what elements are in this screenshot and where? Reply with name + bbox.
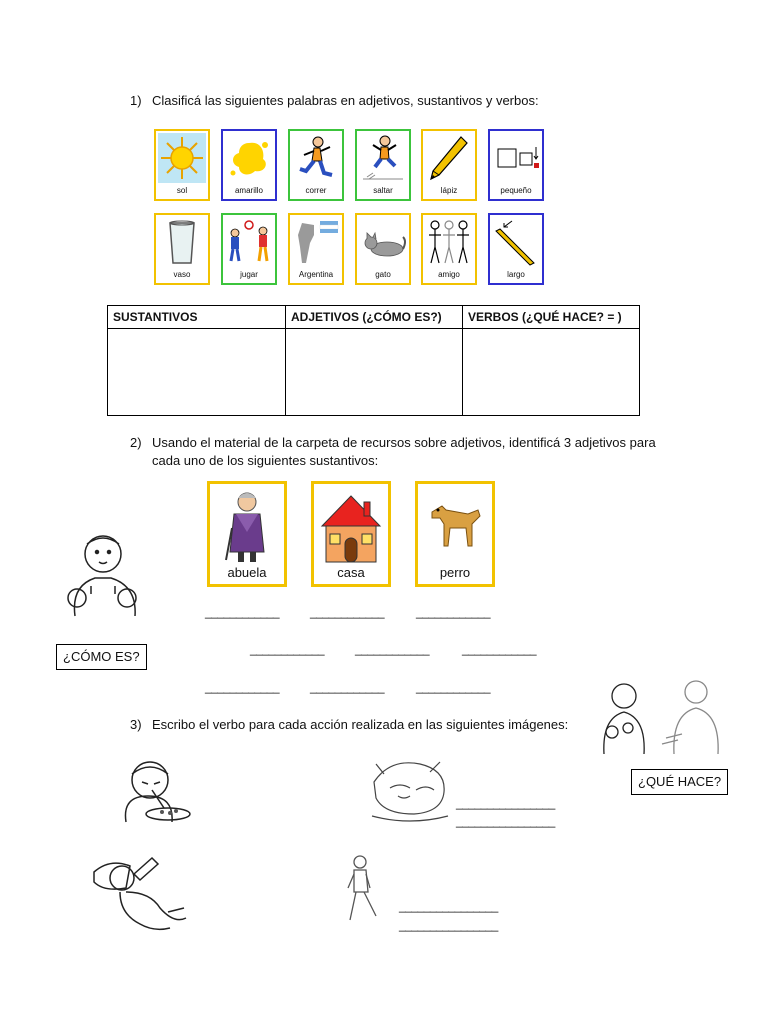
card-label: saltar <box>373 186 393 195</box>
card-abuela <box>207 481 287 587</box>
card-largo <box>488 213 544 285</box>
answer-blank-dog-sleeping-1[interactable]: ________________ <box>456 796 555 810</box>
question-2 <box>130 434 656 470</box>
card-label: jugar <box>240 270 258 279</box>
house-icon <box>318 488 384 566</box>
answer-blank-abuela-1[interactable]: ____________ <box>205 605 280 619</box>
classification-table <box>107 305 640 416</box>
small-square-icon <box>492 133 540 183</box>
grandmother-icon <box>214 488 280 566</box>
question-2-text-line1: Usando el material de la carpeta de recursos sobre adjetivos, identificá 3 adjetivos para <box>152 435 656 450</box>
answer-blank-perro-1[interactable]: ____________ <box>416 605 491 619</box>
question-2-number: 2) <box>130 435 142 450</box>
card-label: amarillo <box>234 186 263 195</box>
que-hace-label: ¿QUÉ HACE? <box>631 769 728 795</box>
answer-blank-casa-3[interactable]: ____________ <box>310 680 385 694</box>
como-es-label: ¿CÓMO ES? <box>56 644 147 670</box>
sign-language-pair-icon <box>594 674 728 758</box>
card-label: sol <box>176 186 188 195</box>
jumping-person-icon <box>359 133 407 183</box>
question-2-text-line2: cada uno de los siguientes sustantivos: <box>152 453 379 468</box>
answer-blank-perro-2[interactable]: ____________ <box>462 642 537 656</box>
question-3-text: Escribo el verbo para cada acción realizada en las siguientes imágenes: <box>152 717 569 732</box>
question-1-text: Clasificá las siguientes palabras en adjetivos, sustantivos y verbos: <box>152 93 539 108</box>
question-1-number: 1) <box>130 93 142 108</box>
answer-blank-casa-2[interactable]: ____________ <box>355 642 430 656</box>
column-header-sustantivos: SUSTANTIVOS <box>108 306 286 329</box>
column-header-adjetivos: ADJETIVOS (¿CÓMO ES?) <box>286 306 463 329</box>
long-pencil-icon <box>492 217 540 267</box>
card-pequeno <box>488 129 544 201</box>
card-amarillo <box>221 129 277 201</box>
card-label: correr <box>305 186 327 195</box>
card-gato <box>355 213 411 285</box>
card-vaso <box>154 213 210 285</box>
answer-cell-adjetivos[interactable] <box>286 329 463 416</box>
card-label: amigo <box>438 270 460 279</box>
sign-language-child-icon <box>55 530 155 620</box>
card-label: Argentina <box>298 270 334 279</box>
glass-icon <box>158 217 206 267</box>
answer-blank-abuela-3[interactable]: ____________ <box>205 680 280 694</box>
kids-playing-ball-icon <box>225 217 273 267</box>
answer-cell-sustantivos[interactable] <box>108 329 286 416</box>
card-label: perro <box>439 565 471 580</box>
cat-icon <box>359 217 407 267</box>
pencil-icon <box>425 133 473 183</box>
card-casa <box>311 481 391 587</box>
answer-blank-walking-1[interactable]: ________________ <box>399 899 498 913</box>
answer-blank-perro-3[interactable]: ____________ <box>416 680 491 694</box>
card-label: vaso <box>173 270 191 279</box>
baby-drinking-bottle-icon <box>90 852 192 934</box>
card-amigo <box>421 213 477 285</box>
answer-blank-walking-2[interactable]: ________________ <box>399 918 498 932</box>
running-person-icon <box>292 133 340 183</box>
card-correr <box>288 129 344 201</box>
card-perro <box>415 481 495 587</box>
card-label: casa <box>337 565 365 580</box>
yellow-splash-icon <box>225 133 273 183</box>
column-header-verbos: VERBOS (¿QUÉ HACE? = ) <box>463 306 640 329</box>
card-saltar <box>355 129 411 201</box>
card-sol <box>154 129 210 201</box>
card-argentina <box>288 213 344 285</box>
argentina-map-icon <box>292 217 340 267</box>
card-lapiz <box>421 129 477 201</box>
card-label: lápiz <box>440 186 458 195</box>
card-label: largo <box>507 270 525 279</box>
question-3 <box>130 716 568 734</box>
person-walking-icon <box>342 854 382 924</box>
card-jugar <box>221 213 277 285</box>
card-label: abuela <box>227 565 267 580</box>
card-label: pequeño <box>500 186 532 195</box>
question-3-number: 3) <box>130 717 142 732</box>
answer-cell-verbos[interactable] <box>463 329 640 416</box>
card-label: gato <box>375 270 391 279</box>
answer-blank-casa-1[interactable]: ____________ <box>310 605 385 619</box>
dog-icon <box>422 488 488 566</box>
dog-sleeping-icon <box>370 752 450 826</box>
child-eating-icon <box>108 756 196 826</box>
friends-icon <box>425 217 473 267</box>
sun-icon <box>158 133 206 183</box>
answer-blank-abuela-2[interactable]: ____________ <box>250 642 325 656</box>
question-1 <box>130 92 539 110</box>
answer-blank-dog-sleeping-2[interactable]: ________________ <box>456 814 555 828</box>
